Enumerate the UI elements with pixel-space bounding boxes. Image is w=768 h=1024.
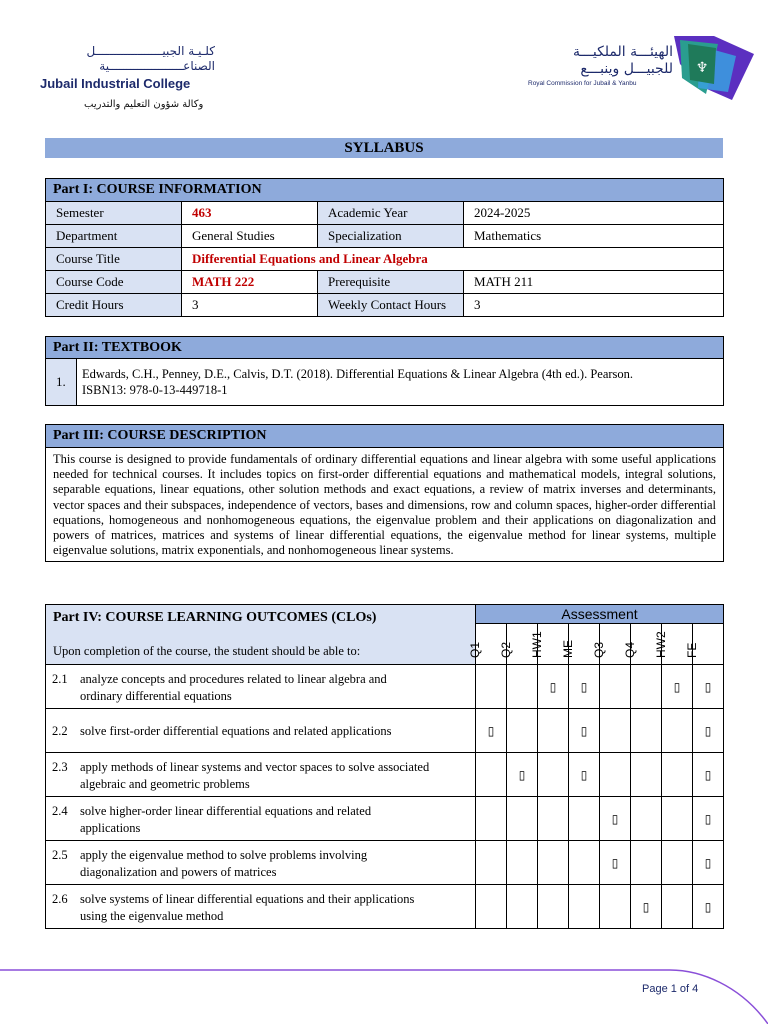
clo-line1 xyxy=(52,723,467,740)
textbook-citation-line1: Edwards, C.H., Penney, D.E., Calvis, D.T. (2018). Differential Equations & Linear Algebra (4th ed.). Pearson. xyxy=(82,367,634,381)
assessment-mark-q2 xyxy=(507,841,538,885)
assessment-mark-hw2 xyxy=(662,797,693,841)
assessment-mark-fe: ▯ xyxy=(693,753,724,797)
part2-heading: Part II: TEXTBOOK xyxy=(46,337,724,359)
assessment-mark-hw2 xyxy=(662,709,693,753)
clo-text xyxy=(46,885,476,929)
assessment-col-label: HW2 xyxy=(654,631,668,658)
svg-text:♆: ♆ xyxy=(695,60,709,76)
clo-row xyxy=(46,885,724,929)
rc-english-name: Royal Commission for Jubail & Yanbu xyxy=(528,80,637,87)
course-description-text: This course is designed to provide fundamentals of ordinary differential equations and linear algebra with some useful applications needed for technical courses. It includes topics on first-order differential equations and mathematical models, integral solutions, separable equations, linear equations, other solution methods and exact equations, a review of matrix inverses and determinants, vector spaces and their subspaces, independence of vectors, bases and dimensions, row and column spaces, higher-order differential equations, homogeneous and nonhomogeneous equations, the eigenvalue problem and their applications on diagonalization and powers of matrices, matrices and systems of linear differential equations, the eigenvalue method for linear systems, multiple eigenvalue solutions, matrix exponentials, and nonhomogeneous linear systems. xyxy=(46,448,724,562)
part4-heading-cell xyxy=(46,605,476,665)
assessment-mark-hw1 xyxy=(538,709,569,753)
clo-statement-continued: applications xyxy=(80,820,141,835)
rc-arabic-name-2: للجبيـــل وينبـــع xyxy=(580,61,673,77)
clo-line1 xyxy=(52,891,467,908)
course-code-value: MATH 222 xyxy=(182,271,318,294)
clo-row xyxy=(46,665,724,709)
assessment-mark-q4: ▯ xyxy=(631,885,662,929)
assessment-mark-hw1 xyxy=(538,885,569,929)
assessment-mark-hw2 xyxy=(662,885,693,929)
assessment-mark-hw1 xyxy=(538,753,569,797)
assessment-mark-q2 xyxy=(507,885,538,929)
assessment-col-label: Q2 xyxy=(499,641,513,658)
royal-commission-emblem-icon xyxy=(670,34,756,104)
assessment-mark-me xyxy=(569,797,600,841)
weekly-contact-hours-value: 3 xyxy=(464,294,724,317)
part3-heading: Part III: COURSE DESCRIPTION xyxy=(46,425,724,448)
textbook-citation xyxy=(77,359,724,406)
clo-row xyxy=(46,753,724,797)
clo-number: 2.3 xyxy=(52,760,68,774)
clo-row xyxy=(46,797,724,841)
assessment-mark-q1 xyxy=(476,797,507,841)
clo-number: 2.4 xyxy=(52,804,68,818)
page-number: Page 1 of 4 xyxy=(642,983,699,995)
assessment-mark-q1 xyxy=(476,841,507,885)
clo-statement-continued: algebraic and geometric problems xyxy=(80,776,250,791)
academic-year-value: 2024-2025 xyxy=(464,202,724,225)
assessment-mark-q1: ▯ xyxy=(476,709,507,753)
clo-number: 2.1 xyxy=(52,672,68,686)
jic-logo xyxy=(40,44,215,110)
assessment-header: Assessment xyxy=(476,605,724,624)
clo-statement: solve systems of linear differential equations and their applications xyxy=(80,892,415,906)
assessment-col-label: Q1 xyxy=(468,641,482,658)
course-information-table xyxy=(45,178,724,317)
clo-text xyxy=(46,797,476,841)
assessment-mark-fe: ▯ xyxy=(693,797,724,841)
assessment-mark-q2 xyxy=(507,797,538,841)
assessment-mark-q3 xyxy=(600,753,631,797)
jic-arabic-name-2: الصناعـــــــــــــــــــــية xyxy=(99,59,215,73)
weekly-contact-hours-label: Weekly Contact Hours xyxy=(318,294,464,317)
course-description-table xyxy=(45,424,724,562)
department-value: General Studies xyxy=(182,225,318,248)
clo-line1 xyxy=(52,803,467,820)
clo-row xyxy=(46,841,724,885)
clo-line1 xyxy=(52,847,467,864)
jic-english-name: Jubail Industrial College xyxy=(40,76,191,91)
credit-hours-label: Credit Hours xyxy=(46,294,182,317)
clo-statement: apply the eigenvalue method to solve problems involving xyxy=(80,848,368,862)
clo-text xyxy=(46,841,476,885)
clo-statement: analyze concepts and procedures related to linear algebra and xyxy=(80,672,387,686)
assessment-mark-q4 xyxy=(631,709,662,753)
credit-hours-value: 3 xyxy=(182,294,318,317)
clo-line1 xyxy=(52,671,467,688)
assessment-mark-fe: ▯ xyxy=(693,885,724,929)
clo-statement-continued: diagonalization and powers of matrices xyxy=(80,864,277,879)
textbook-isbn: ISBN13: 978-0-13-449718-1 xyxy=(82,383,228,397)
assessment-mark-q4 xyxy=(631,841,662,885)
jic-arabic-subtitle: وكالة شؤون التعليم والتدريب xyxy=(84,99,204,110)
assessment-mark-fe: ▯ xyxy=(693,665,724,709)
assessment-mark-me: ▯ xyxy=(569,709,600,753)
prerequisite-value: MATH 211 xyxy=(464,271,724,294)
assessment-mark-q3 xyxy=(600,885,631,929)
assessment-mark-q2 xyxy=(507,709,538,753)
assessment-mark-fe: ▯ xyxy=(693,709,724,753)
textbook-table xyxy=(45,336,724,406)
assessment-mark-me: ▯ xyxy=(569,753,600,797)
specialization-label: Specialization xyxy=(318,225,464,248)
assessment-mark-q3 xyxy=(600,665,631,709)
assessment-col-fe xyxy=(685,624,724,665)
assessment-mark-fe: ▯ xyxy=(693,841,724,885)
assessment-mark-q3 xyxy=(600,709,631,753)
academic-year-label: Academic Year xyxy=(318,202,464,225)
assessment-col-label: FE xyxy=(685,642,699,658)
assessment-mark-q3: ▯ xyxy=(600,797,631,841)
assessment-col-label: HW1 xyxy=(530,631,544,658)
clo-statement-continued: using the eigenvalue method xyxy=(80,908,224,923)
assessment-mark-q2 xyxy=(507,665,538,709)
assessment-col-label: ME xyxy=(561,640,575,658)
course-title-value: Differential Equations and Linear Algebra xyxy=(182,248,724,271)
assessment-mark-hw1: ▯ xyxy=(538,665,569,709)
prerequisite-label: Prerequisite xyxy=(318,271,464,294)
rc-arabic-name-1: الهيئـــة الملكيـــة xyxy=(573,44,673,60)
jic-arabic-name-1: كلـيـة الجبيـــــــــــــــــــل xyxy=(86,44,215,58)
clo-text xyxy=(46,709,476,753)
assessment-mark-hw1 xyxy=(538,841,569,885)
course-title-label: Course Title xyxy=(46,248,182,271)
clo-statement: solve first-order differential equations and related applications xyxy=(80,724,392,739)
clo-text xyxy=(46,665,476,709)
assessment-mark-q4 xyxy=(631,665,662,709)
clo-number: 2.2 xyxy=(52,724,68,739)
assessment-mark-q1 xyxy=(476,753,507,797)
page-header xyxy=(0,0,768,130)
course-code-label: Course Code xyxy=(46,271,182,294)
assessment-mark-q1 xyxy=(476,885,507,929)
clo-statement-continued: ordinary differential equations xyxy=(80,688,232,703)
assessment-mark-hw2 xyxy=(662,841,693,885)
semester-label: Semester xyxy=(46,202,182,225)
clo-number: 2.5 xyxy=(52,848,68,862)
semester-value: 463 xyxy=(182,202,318,225)
assessment-mark-me xyxy=(569,841,600,885)
royal-commission-logo-text xyxy=(528,44,673,87)
assessment-mark-hw2: ▯ xyxy=(662,665,693,709)
part4-intro: Upon completion of the course, the student should be able to: xyxy=(53,644,361,658)
assessment-mark-q2: ▯ xyxy=(507,753,538,797)
assessment-mark-me xyxy=(569,885,600,929)
assessment-mark-q4 xyxy=(631,797,662,841)
department-label: Department xyxy=(46,225,182,248)
assessment-mark-me: ▯ xyxy=(569,665,600,709)
clo-text xyxy=(46,753,476,797)
part4-heading: Part IV: COURSE LEARNING OUTCOMES (CLOs) xyxy=(53,610,377,625)
clo-statement: apply methods of linear systems and vector spaces to solve associated xyxy=(80,760,430,774)
assessment-mark-q1 xyxy=(476,665,507,709)
specialization-value: Mathematics xyxy=(464,225,724,248)
assessment-mark-q3: ▯ xyxy=(600,841,631,885)
clo-row xyxy=(46,709,724,753)
assessment-mark-hw1 xyxy=(538,797,569,841)
syllabus-title: SYLLABUS xyxy=(45,138,723,158)
part1-heading: Part I: COURSE INFORMATION xyxy=(46,179,724,202)
clo-statement: solve higher-order linear differential equations and related xyxy=(80,804,372,818)
assessment-col-label: Q3 xyxy=(592,641,606,658)
assessment-col-label: Q4 xyxy=(623,641,637,658)
clo-number: 2.6 xyxy=(52,892,68,906)
textbook-number: 1. xyxy=(46,359,77,406)
clo-line1 xyxy=(52,759,467,776)
assessment-mark-q4 xyxy=(631,753,662,797)
course-learning-outcomes-table xyxy=(45,604,724,929)
assessment-mark-hw2 xyxy=(662,753,693,797)
